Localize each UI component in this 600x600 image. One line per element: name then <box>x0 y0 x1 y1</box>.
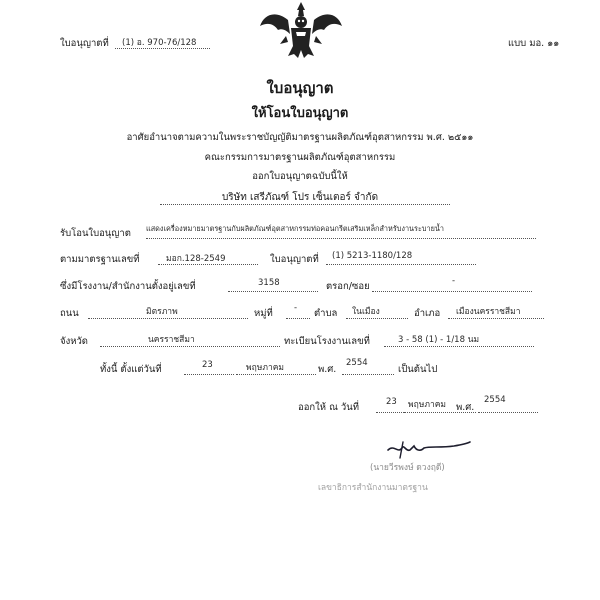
factory-number: 3158 <box>258 278 280 288</box>
effective-day-dots <box>184 374 234 375</box>
standard-label: ตามมาตรฐานเลขที่ <box>60 254 140 265</box>
effective-day: 23 <box>202 360 213 370</box>
transfer-dots <box>146 238 536 239</box>
tambon-dots <box>346 318 408 319</box>
moo-label: หมู่ที่ <box>254 308 273 319</box>
province-label: จังหวัด <box>60 336 88 347</box>
moo-value: - <box>294 303 298 313</box>
alley-value: - <box>452 276 456 286</box>
issued-be-label: พ.ศ. <box>456 402 475 413</box>
signature <box>384 428 474 462</box>
authority-line-1: อาศัยอำนาจตามความในพระราชบัญญัติมาตรฐานผลิตภัณฑ์อุตสาหกรรม พ.ศ. ๒๕๑๑ <box>126 132 474 143</box>
authority-line-2: คณะกรรมการมาตรฐานผลิตภัณฑ์อุตสาหกรรม <box>204 152 396 163</box>
province-dots <box>100 346 280 347</box>
alley-dots <box>372 291 532 292</box>
effective-year: 2554 <box>346 358 368 368</box>
effective-month-dots <box>236 374 316 375</box>
tambon-value: ในเมือง <box>352 307 380 317</box>
signatory-position: เลขาธิการสำนักงานมาตรฐาน <box>318 483 428 493</box>
effective-month: พฤษภาคม <box>246 363 285 373</box>
factory-reg-dots <box>384 346 534 347</box>
document-title: ใบอนุญาต <box>266 79 334 97</box>
standard-license-dots <box>326 264 476 265</box>
license-number-label: ใบอนุญาตที่ <box>60 38 109 49</box>
authority-line-3: ออกใบอนุญาตฉบับนี้ให้ <box>252 171 348 182</box>
company-name: บริษัท เสรีภัณฑ์ โปร เซ็นเตอร์ จำกัด <box>221 192 379 203</box>
signatory-name: (นายวีรพงษ์ ดวงฤดี) <box>370 463 445 473</box>
standard-license-value: (1) 5213-1180/128 <box>332 251 413 261</box>
factory-number-dots <box>228 291 318 292</box>
moo-dots <box>286 318 310 319</box>
alley-label: ตรอก/ซอย <box>326 281 370 292</box>
amphoe-label: อำเภอ <box>414 308 441 319</box>
road-dots <box>88 318 248 319</box>
road-label: ถนน <box>60 308 79 319</box>
garuda-emblem <box>258 0 344 60</box>
transfer-label: รับโอนใบอนุญาต <box>60 228 131 239</box>
standard-value: มอก.128-2549 <box>166 254 226 264</box>
factory-reg-label: ทะเบียนโรงงานเลขที่ <box>284 336 370 347</box>
road-value: มิตรภาพ <box>146 307 178 317</box>
factory-reg-value: 3 - 58 (1) - 1/18 นม <box>398 335 480 345</box>
issued-label: ออกให้ ณ วันที่ <box>298 402 360 413</box>
tambon-label: ตำบล <box>314 308 338 319</box>
issued-month: พฤษภาคม <box>408 400 447 410</box>
issued-day: 23 <box>386 397 397 407</box>
amphoe-value: เมืองนครราชสีมา <box>456 307 521 317</box>
effective-prefix: ทั้งนี้ ตั้งแต่วันที่ <box>100 364 162 375</box>
issued-year-dots <box>478 412 538 413</box>
effective-year-dots <box>342 374 394 375</box>
effective-be-label: พ.ศ. <box>318 364 337 375</box>
document-subtitle: ให้โอนใบอนุญาต <box>251 106 349 121</box>
province-value: นครราชสีมา <box>148 335 195 345</box>
form-code: แบบ มอ. ๑๑ <box>508 38 560 49</box>
transfer-value: แสดงเครื่องหมายมาตรฐานกับผลิตภัณฑ์อุตสาหกรรมท่อคอนกรีตเสริมเหล็กสำหรับงานระบายน้ำ <box>146 224 444 233</box>
issued-year: 2554 <box>484 395 506 405</box>
factory-label: ซึ่งมีโรงงาน/สำนักงานตั้งอยู่เลขที่ <box>60 281 196 292</box>
effective-suffix: เป็นต้นไป <box>398 364 438 375</box>
amphoe-dots <box>448 318 544 319</box>
standard-license-label: ใบอนุญาตที่ <box>270 254 319 265</box>
license-number-value: (1) อ. 970-76/128 <box>122 38 197 48</box>
